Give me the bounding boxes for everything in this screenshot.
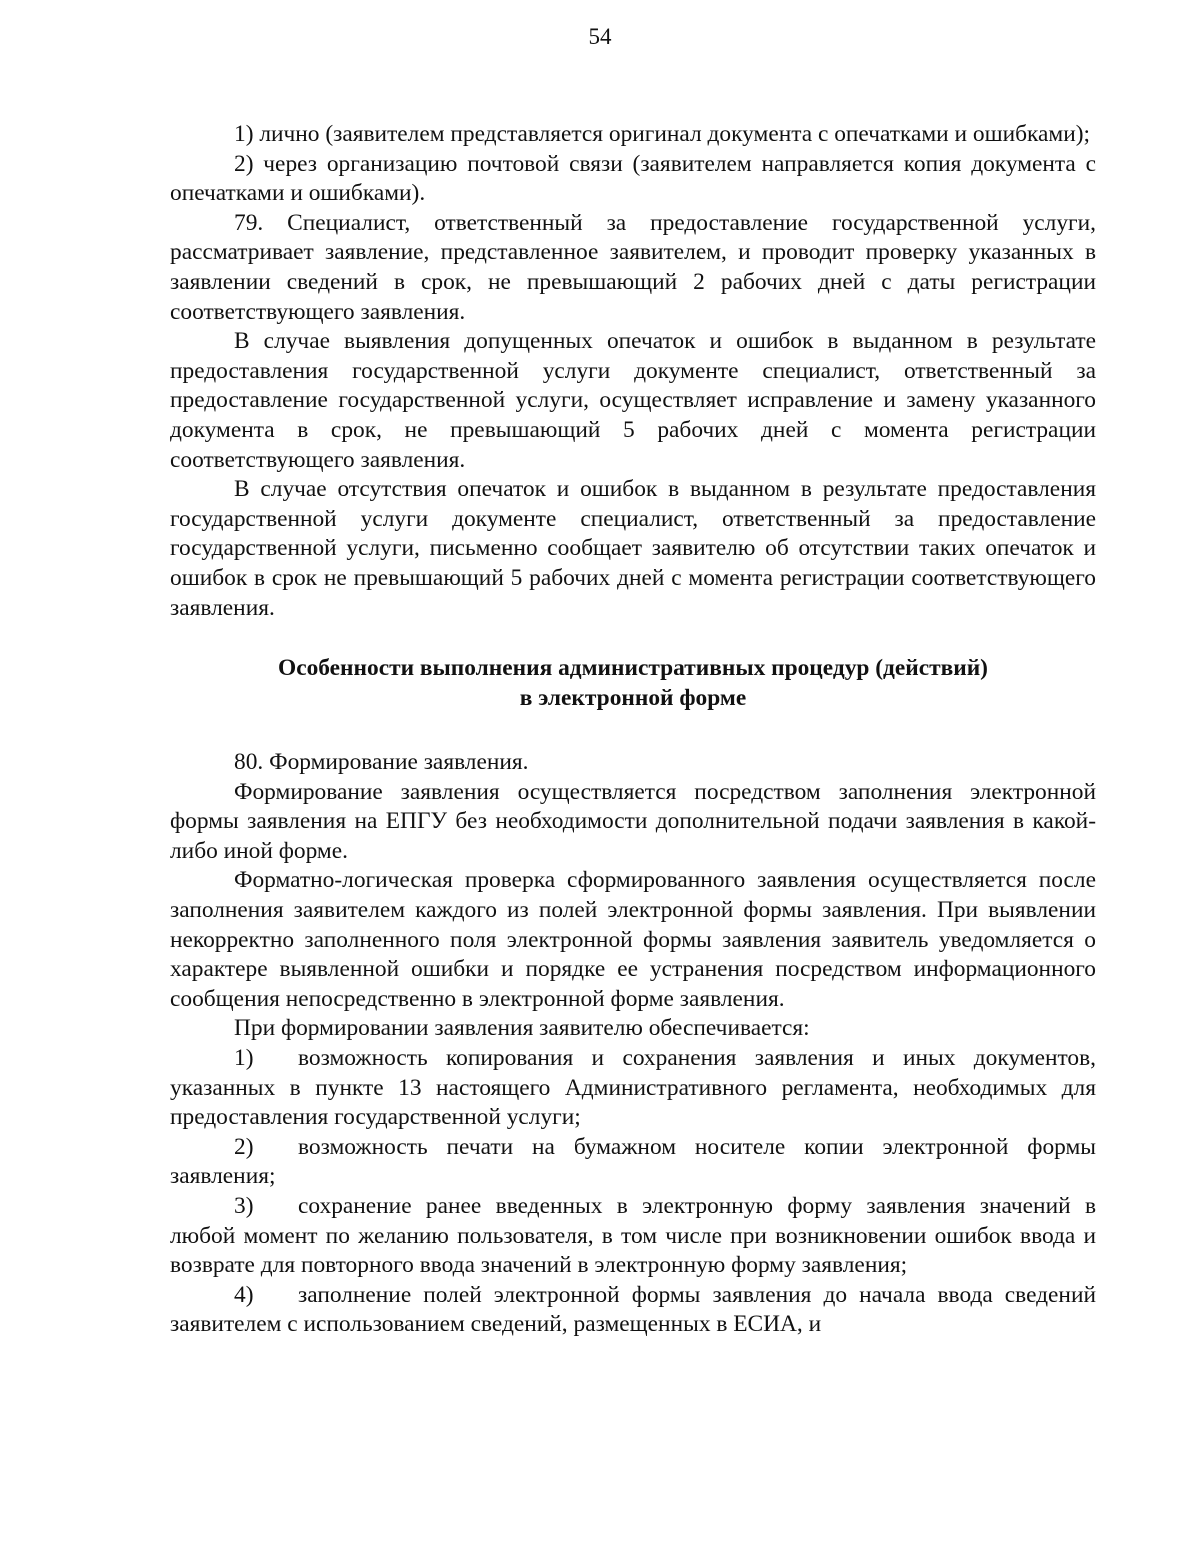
list-item-text: возможность копирования и сохранения заявления и иных документов, указанных в пункте 13 настоящего Административного регламента, необходимых для предоставления государственной услуги;: [170, 1045, 1096, 1131]
list-item-number: 1): [234, 1045, 254, 1072]
section-heading-line-1: Особенности выполнения административных процедур (действий): [278, 655, 988, 682]
list-item: [170, 1281, 1096, 1340]
paragraph-item-1-personal: 1) лично (заявителем представляется оригинал документа с опечатками и ошибками);: [234, 121, 1091, 147]
paragraph-no-errors: В случае отсутствия опечаток и ошибок в выданном в результате предоставления государственной услуги документе специалист, ответственный за предоставление государственной услуги, письменно сообщает заявителю об отсутствии таких опечаток и ошибок в срок не превышающий 5 рабочих дней с момента регистрации соответствующего заявления.: [170, 476, 1096, 621]
list-item: [170, 1133, 1096, 1192]
paragraph-clause-80: 80. Формирование заявления.: [234, 749, 529, 776]
paragraph-errors-found: В случае выявления допущенных опечаток и ошибок в выданном в результате предоставления государственной услуги документе специалист, ответственный за предоставление государственной услуги, осуществляет исправление и замену указанного документа в срок, не превышающий 5 рабочих дней с момента регистрации соответствующего заявления.: [170, 328, 1096, 473]
paragraph-format-check: Форматно-логическая проверка сформированного заявления осуществляется после заполнения заявителем каждого из полей электронной формы заявления. При выявлении некорректно заполненного поля электронной формы заявления заявитель уведомляется о характере выявленной ошибки и порядке ее устранения посредством информационного сообщения непосредственно в электронной форме заявления.: [170, 867, 1096, 1012]
section-heading: [170, 653, 1096, 713]
list-item-number: 4): [234, 1281, 254, 1308]
list-item-number: 2): [234, 1133, 254, 1160]
page-number: 54: [588, 24, 612, 49]
list-item: [170, 1192, 1096, 1281]
list-item-text: заполнение полей электронной формы заявления до начала ввода сведений заявителем с использованием сведений, размещенных в ЕСИА, и: [170, 1281, 1096, 1338]
paragraph-clause-79: 79. Специалист, ответственный за предоставление государственной услуги, рассматривает заявление, представленное заявителем, и проводит проверку указанных в заявлении сведений в срок, не превышающий 2 рабочих дней с даты регистрации соответствующего заявления.: [170, 209, 1096, 325]
section-heading-line-2: в электронной форме: [519, 685, 747, 712]
document-body: [170, 120, 1096, 1340]
paragraph-form-filling: Формирование заявления осуществляется посредством заполнения электронной формы заявления на ЕПГУ без необходимости дополнительной подачи заявления в какой-либо иной форме.: [170, 778, 1096, 864]
list-item-number: 3): [234, 1193, 254, 1219]
list-item-text: возможность печати на бумажном носителе копии электронной формы заявления;: [170, 1133, 1096, 1190]
list-item: [170, 1044, 1096, 1133]
paragraph-provided-list-intro: При формировании заявления заявителю обеспечивается:: [234, 1015, 810, 1042]
paragraph-item-2-postal: 2) через организацию почтовой связи (заявителем направляется копия документа с опечатками и ошибками).: [170, 150, 1096, 207]
list-item-text: сохранение ранее введенных в электронную форму заявления значений в любой момент по желанию пользователя, в том числе при возникновении ошибок ввода и возврате для повторного ввода значений в электронную форму заявления;: [170, 1193, 1096, 1279]
